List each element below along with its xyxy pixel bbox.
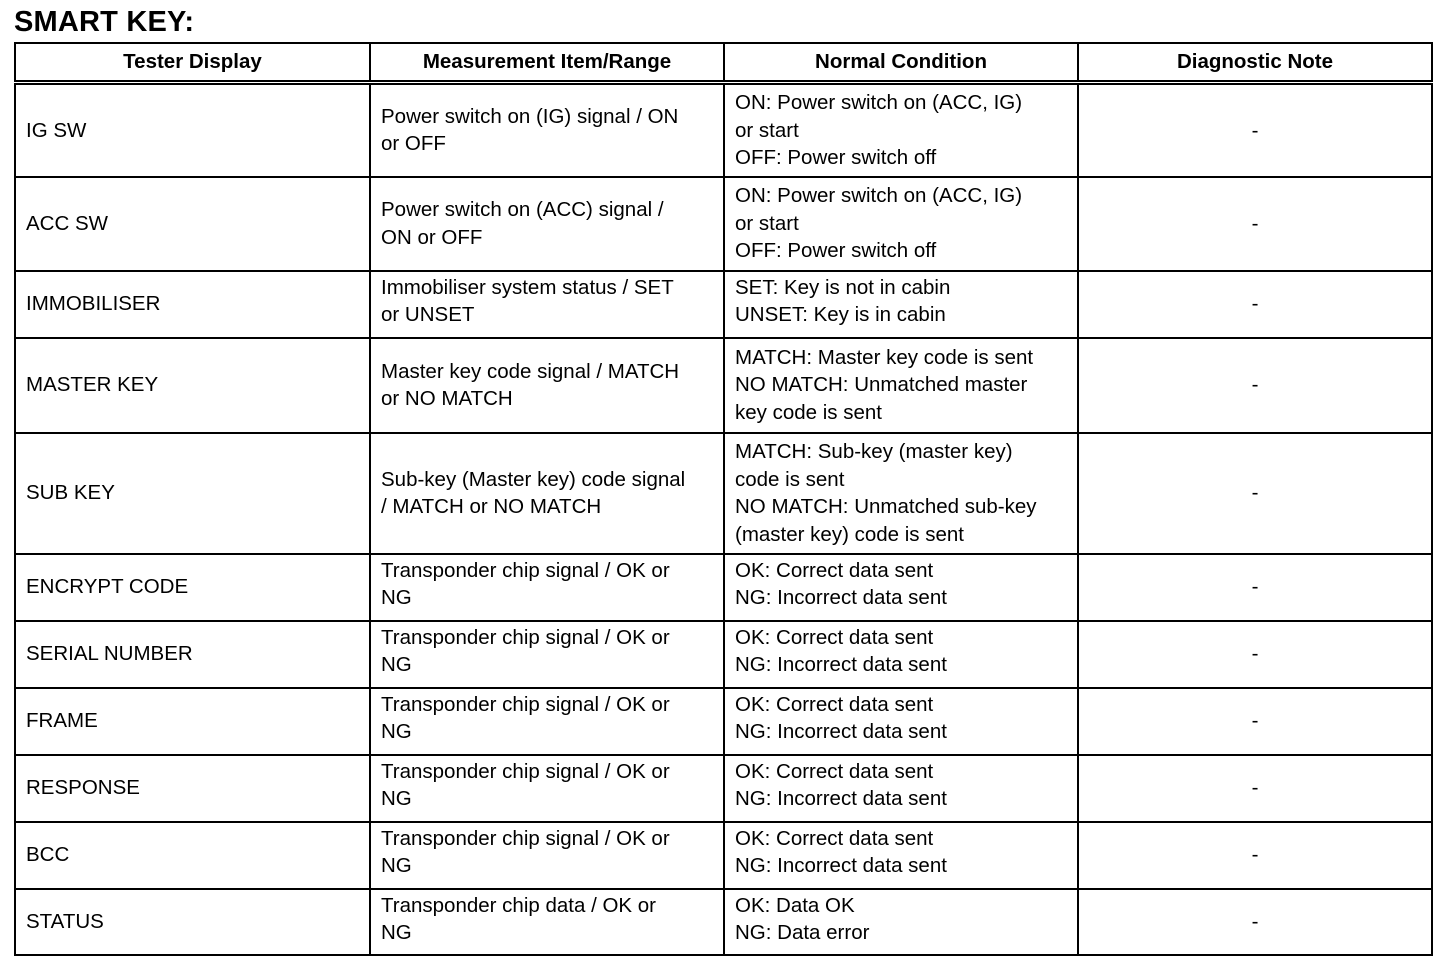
measurement-line: NG	[381, 854, 412, 877]
tester-display-cell: SUB KEY	[15, 433, 370, 554]
table-row	[15, 621, 1432, 688]
measurement-line: Transponder chip signal / OK or	[381, 759, 670, 783]
column-header-tester-display: Tester Display	[15, 43, 370, 83]
measurement-cell	[370, 554, 724, 621]
diagnostic-note-cell: -	[1078, 338, 1432, 433]
condition-cell	[724, 889, 1078, 955]
measurement-line: Power switch on (IG) signal / ON	[381, 104, 679, 128]
tester-display-cell: MASTER KEY	[15, 338, 370, 433]
measurement-line: or UNSET	[381, 303, 475, 326]
tester-display-cell: IG SW	[15, 83, 370, 177]
condition-line: key code is sent	[735, 400, 882, 424]
condition-line: or start	[735, 118, 799, 142]
measurement-cell	[370, 338, 724, 433]
page-title: SMART KEY:	[14, 6, 195, 38]
measurement-line: ON or OFF	[381, 225, 483, 249]
measurement-cell	[370, 688, 724, 755]
measurement-line: Immobiliser system status / SET	[381, 275, 674, 299]
condition-cell	[724, 822, 1078, 889]
diagnostic-note-cell: -	[1078, 83, 1432, 177]
measurement-line: or NO MATCH	[381, 387, 513, 410]
diagnostic-note-cell: -	[1078, 554, 1432, 621]
condition-line: NG: Data error	[735, 921, 870, 944]
condition-line: OK: Correct data sent	[735, 759, 934, 783]
condition-line: (master key) code is sent	[735, 522, 964, 546]
measurement-line: Sub-key (Master key) code signal	[381, 467, 686, 491]
condition-line: OFF: Power switch off	[735, 239, 937, 263]
condition-line: NG: Incorrect data sent	[735, 653, 947, 676]
table-row	[15, 554, 1432, 621]
diagnostic-note-cell: -	[1078, 177, 1432, 271]
condition-line: OK: Correct data sent	[735, 558, 934, 582]
condition-cell	[724, 433, 1078, 554]
measurement-line: NG	[381, 787, 412, 810]
tester-display-cell: IMMOBILISER	[15, 271, 370, 338]
table-row	[15, 271, 1432, 338]
measurement-cell	[370, 83, 724, 177]
tester-display-cell: ACC SW	[15, 177, 370, 271]
measurement-line: Transponder chip data / OK or	[381, 893, 656, 917]
condition-line: SET: Key is not in cabin	[735, 275, 951, 299]
condition-line: ON: Power switch on (ACC, IG)	[735, 184, 1023, 208]
measurement-line: NG	[381, 586, 412, 609]
condition-line: NG: Incorrect data sent	[735, 787, 947, 810]
diagnostic-note-cell: -	[1078, 889, 1432, 955]
condition-cell	[724, 755, 1078, 822]
measurement-cell	[370, 755, 724, 822]
measurement-line: / MATCH or NO MATCH	[381, 495, 602, 518]
tester-display-cell: SERIAL NUMBER	[15, 621, 370, 688]
table-header-row	[15, 43, 1432, 83]
condition-line: OFF: Power switch off	[735, 146, 937, 169]
condition-cell	[724, 177, 1078, 271]
condition-line: NG: Incorrect data sent	[735, 854, 947, 877]
condition-line: code is sent	[735, 467, 845, 491]
measurement-line: Master key code signal / MATCH	[381, 359, 680, 383]
condition-line: OK: Correct data sent	[735, 692, 934, 716]
table-body	[15, 83, 1432, 955]
smart-key-table	[14, 42, 1433, 956]
diagnostic-note-cell: -	[1078, 822, 1432, 889]
column-header-measurement-item-range: Measurement Item/Range	[370, 43, 724, 83]
measurement-cell	[370, 621, 724, 688]
diagnostic-note-cell: -	[1078, 755, 1432, 822]
condition-line: OK: Correct data sent	[735, 826, 934, 850]
tester-display-cell: STATUS	[15, 889, 370, 955]
tester-display-cell: FRAME	[15, 688, 370, 755]
tester-display-cell: BCC	[15, 822, 370, 889]
table-row	[15, 338, 1432, 433]
condition-cell	[724, 554, 1078, 621]
condition-line: or start	[735, 211, 799, 235]
table-row	[15, 889, 1432, 955]
condition-line: OK: Data OK	[735, 893, 855, 917]
measurement-cell	[370, 433, 724, 554]
condition-line: NG: Incorrect data sent	[735, 720, 947, 743]
condition-line: MATCH: Sub-key (master key)	[735, 440, 1013, 463]
measurement-line: NG	[381, 653, 412, 676]
condition-line: NG: Incorrect data sent	[735, 586, 947, 609]
condition-cell	[724, 621, 1078, 688]
tester-display-cell: RESPONSE	[15, 755, 370, 822]
measurement-line: Transponder chip signal / OK or	[381, 826, 670, 850]
table-row	[15, 177, 1432, 271]
condition-line: OK: Correct data sent	[735, 625, 934, 649]
measurement-line: Transponder chip signal / OK or	[381, 625, 670, 649]
table-row	[15, 688, 1432, 755]
table-row	[15, 433, 1432, 554]
column-header-diagnostic-note: Diagnostic Note	[1078, 43, 1432, 83]
tester-display-cell: ENCRYPT CODE	[15, 554, 370, 621]
measurement-line: NG	[381, 720, 412, 743]
measurement-cell	[370, 822, 724, 889]
condition-line: NO MATCH: Unmatched master	[735, 373, 1028, 397]
measurement-line: Transponder chip signal / OK or	[381, 558, 670, 582]
measurement-cell	[370, 889, 724, 955]
condition-line: UNSET: Key is in cabin	[735, 303, 946, 326]
diagnostic-note-cell: -	[1078, 688, 1432, 755]
measurement-line: Transponder chip signal / OK or	[381, 692, 670, 716]
measurement-cell	[370, 271, 724, 338]
condition-cell	[724, 688, 1078, 755]
diagnostic-note-cell: -	[1078, 271, 1432, 338]
condition-cell	[724, 338, 1078, 433]
table-row	[15, 822, 1432, 889]
diagnostic-note-cell: -	[1078, 433, 1432, 554]
condition-cell	[724, 271, 1078, 338]
condition-line: MATCH: Master key code is sent	[735, 345, 1034, 369]
table-row	[15, 83, 1432, 177]
measurement-line: Power switch on (ACC) signal /	[381, 198, 664, 221]
column-header-normal-condition: Normal Condition	[724, 43, 1078, 83]
condition-line: NO MATCH: Unmatched sub-key	[735, 495, 1037, 518]
measurement-line: or OFF	[381, 132, 446, 156]
measurement-cell	[370, 177, 724, 271]
condition-line: ON: Power switch on (ACC, IG)	[735, 91, 1023, 114]
measurement-line: NG	[381, 921, 412, 944]
table-row	[15, 755, 1432, 822]
diagnostic-note-cell: -	[1078, 621, 1432, 688]
condition-cell	[724, 83, 1078, 177]
